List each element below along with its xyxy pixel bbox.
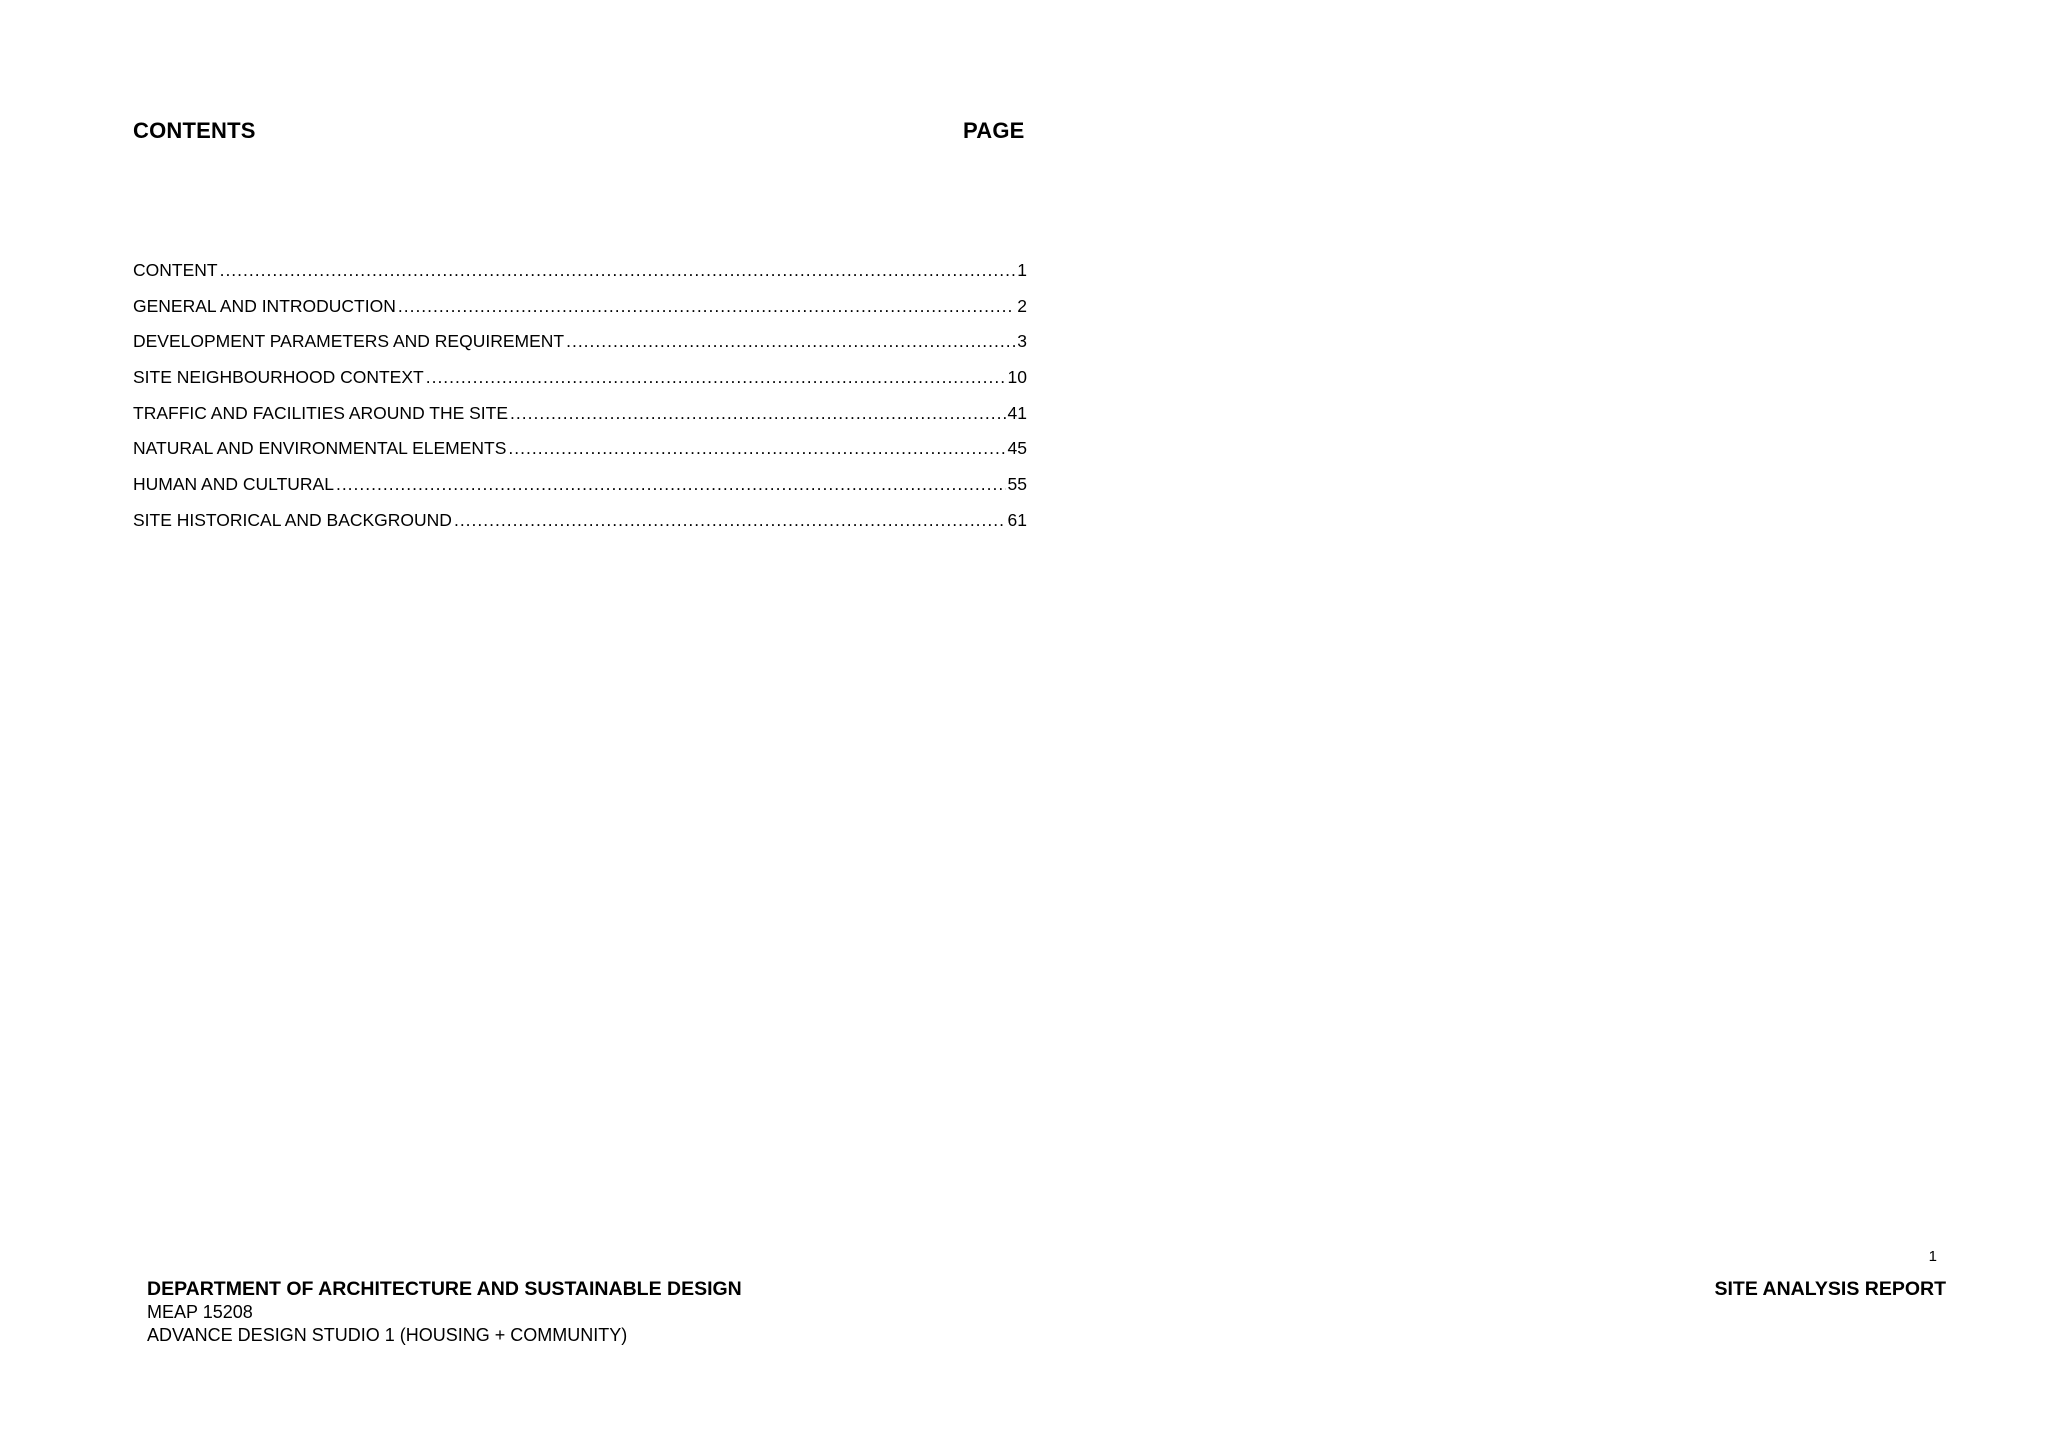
- toc-entry-page: 45: [1007, 438, 1027, 459]
- toc-dot-leader: [508, 438, 1005, 459]
- toc-entry-page: 55: [1007, 474, 1027, 495]
- toc-entry[interactable]: [133, 474, 1027, 510]
- toc-entry-page: 61: [1007, 509, 1027, 530]
- toc-entry-page: 41: [1007, 402, 1027, 423]
- toc-entry[interactable]: [133, 296, 1027, 332]
- report-title: SITE ANALYSIS REPORT: [1714, 1278, 1946, 1300]
- department-name: DEPARTMENT OF ARCHITECTURE AND SUSTAINABLE DESIGN: [147, 1278, 742, 1300]
- toc-dot-leader: [510, 403, 1006, 424]
- toc-entry-title: HUMAN AND CULTURAL: [133, 474, 334, 495]
- toc-entry-page: 10: [1007, 367, 1027, 388]
- toc-entry-title: DEVELOPMENT PARAMETERS AND REQUIREMENT: [133, 331, 565, 352]
- toc-dot-leader: [336, 474, 1006, 495]
- toc-entry-title: TRAFFIC AND FACILITIES AROUND THE SITE: [133, 402, 509, 423]
- toc-entry-title: SITE HISTORICAL AND BACKGROUND: [133, 509, 452, 530]
- contents-heading: CONTENTS: [133, 118, 256, 143]
- page-column-heading: PAGE: [963, 118, 1025, 143]
- toc-entry-page: 3: [1017, 331, 1027, 352]
- page-number: 1: [1928, 1248, 1937, 1265]
- toc-dot-leader: [220, 260, 1016, 281]
- toc-entry-title: SITE NEIGHBOURHOOD CONTEXT: [133, 367, 424, 388]
- toc-entry-page: 1: [1017, 260, 1027, 280]
- toc-entry[interactable]: [133, 367, 1027, 403]
- toc-entry[interactable]: [133, 510, 1027, 546]
- toc-entry-title: NATURAL AND ENVIRONMENTAL ELEMENTS: [133, 438, 507, 459]
- toc-entry[interactable]: [133, 260, 1027, 296]
- toc-dot-leader: [566, 331, 1015, 352]
- footer-course-info: [147, 1278, 742, 1347]
- toc-entry[interactable]: [133, 331, 1027, 367]
- toc-entry-title: CONTENT: [133, 260, 218, 280]
- toc-dot-leader: [454, 510, 1006, 531]
- toc-dot-leader: [398, 296, 1015, 317]
- toc-dot-leader: [426, 367, 1006, 388]
- toc-entry[interactable]: [133, 438, 1027, 474]
- table-of-contents: [133, 260, 1027, 546]
- toc-entry-page: 2: [1017, 295, 1027, 316]
- course-code: MEAP 15208: [147, 1302, 253, 1322]
- toc-entry[interactable]: [133, 403, 1027, 439]
- course-name: ADVANCE DESIGN STUDIO 1 (HOUSING + COMMUNITY): [147, 1325, 628, 1345]
- toc-entry-title: GENERAL AND INTRODUCTION: [133, 295, 396, 316]
